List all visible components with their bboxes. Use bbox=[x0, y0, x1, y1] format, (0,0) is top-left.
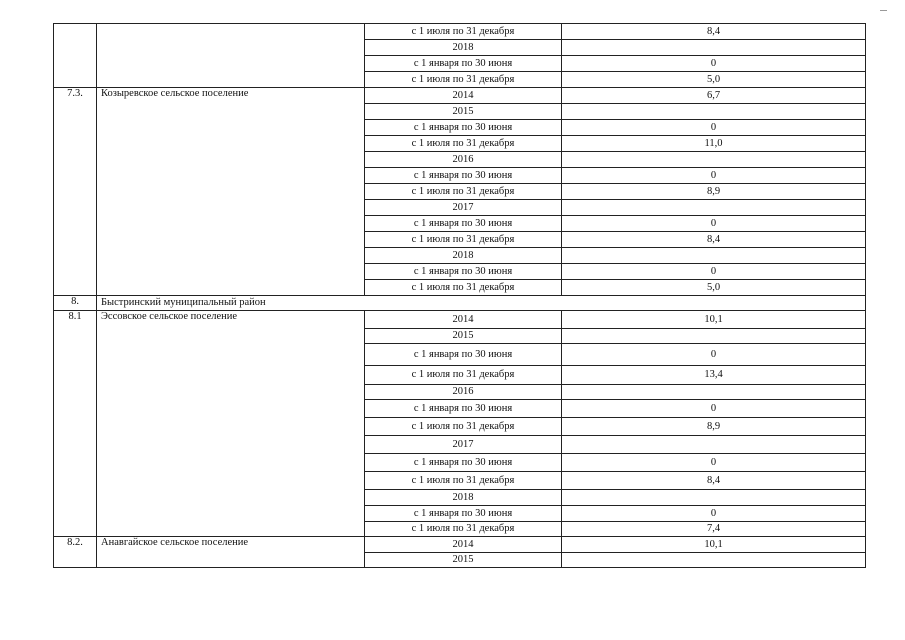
period-cell: 2015 bbox=[365, 553, 562, 568]
period-cell: 2015 bbox=[365, 329, 562, 344]
value-cell bbox=[562, 200, 866, 216]
section-row bbox=[54, 296, 866, 311]
period-cell: с 1 января по 30 июня bbox=[365, 506, 562, 522]
period-cell: 2018 bbox=[365, 490, 562, 506]
period-cell: 2017 bbox=[365, 200, 562, 216]
value-cell: 0 bbox=[562, 264, 866, 280]
settlement-number: 8.2. bbox=[54, 537, 97, 568]
period-cell: с 1 января по 30 июня bbox=[365, 120, 562, 136]
period-cell: с 1 июля по 31 декабря bbox=[365, 232, 562, 248]
value-cell: 11,0 bbox=[562, 136, 866, 152]
value-cell bbox=[562, 490, 866, 506]
period-cell: 2014 bbox=[365, 311, 562, 329]
value-cell bbox=[562, 248, 866, 264]
value-cell bbox=[562, 385, 866, 400]
tariff-table bbox=[53, 23, 866, 568]
period-cell: с 1 июля по 31 декабря bbox=[365, 366, 562, 385]
value-cell: 5,0 bbox=[562, 72, 866, 88]
value-cell: 13,4 bbox=[562, 366, 866, 385]
period-cell: с 1 января по 30 июня bbox=[365, 56, 562, 72]
value-cell: 0 bbox=[562, 344, 866, 366]
period-cell: 2014 bbox=[365, 537, 562, 553]
table-row bbox=[54, 311, 866, 329]
period-cell: с 1 января по 30 июня bbox=[365, 264, 562, 280]
settlement-name: Эссовское сельское поселение bbox=[97, 311, 365, 537]
value-cell: 8,4 bbox=[562, 24, 866, 40]
period-cell: 2015 bbox=[365, 104, 562, 120]
table-row bbox=[54, 88, 866, 104]
period-cell: с 1 января по 30 июня bbox=[365, 454, 562, 472]
period-cell: 2016 bbox=[365, 385, 562, 400]
section-number: 8. bbox=[54, 296, 97, 311]
period-cell: с 1 июля по 31 декабря bbox=[365, 522, 562, 537]
period-cell: с 1 января по 30 июня bbox=[365, 344, 562, 366]
settlement-name bbox=[97, 24, 365, 88]
value-cell bbox=[562, 329, 866, 344]
period-cell: 2018 bbox=[365, 40, 562, 56]
period-cell: 2014 bbox=[365, 88, 562, 104]
period-cell: с 1 июля по 31 декабря bbox=[365, 184, 562, 200]
period-cell: с 1 июля по 31 декабря bbox=[365, 72, 562, 88]
value-cell: 8,9 bbox=[562, 184, 866, 200]
value-cell: 5,0 bbox=[562, 280, 866, 296]
period-cell: с 1 июля по 31 декабря bbox=[365, 136, 562, 152]
value-cell: 8,9 bbox=[562, 418, 866, 436]
value-cell: 8,4 bbox=[562, 472, 866, 490]
period-cell: с 1 июля по 31 декабря bbox=[365, 418, 562, 436]
period-cell: 2018 bbox=[365, 248, 562, 264]
period-cell: с 1 июля по 31 декабря bbox=[365, 280, 562, 296]
value-cell: 7,4 bbox=[562, 522, 866, 537]
settlement-number: 7.3. bbox=[54, 88, 97, 296]
period-cell: с 1 января по 30 июня bbox=[365, 216, 562, 232]
value-cell: 0 bbox=[562, 56, 866, 72]
table-row bbox=[54, 24, 866, 40]
value-cell bbox=[562, 436, 866, 454]
page-corner-mark bbox=[880, 10, 887, 11]
value-cell: 0 bbox=[562, 168, 866, 184]
value-cell: 0 bbox=[562, 400, 866, 418]
section-title: Быстринский муниципальный район bbox=[97, 296, 866, 311]
period-cell: с 1 января по 30 июня bbox=[365, 400, 562, 418]
period-cell: с 1 июля по 31 декабря bbox=[365, 472, 562, 490]
value-cell bbox=[562, 40, 866, 56]
settlement-number: 8.1 bbox=[54, 311, 97, 537]
value-cell bbox=[562, 104, 866, 120]
value-cell: 0 bbox=[562, 216, 866, 232]
value-cell bbox=[562, 553, 866, 568]
value-cell bbox=[562, 152, 866, 168]
value-cell: 6,7 bbox=[562, 88, 866, 104]
settlement-number bbox=[54, 24, 97, 88]
value-cell: 10,1 bbox=[562, 311, 866, 329]
value-cell: 0 bbox=[562, 454, 866, 472]
table-row bbox=[54, 537, 866, 553]
tariff-table-body bbox=[54, 24, 866, 568]
period-cell: с 1 января по 30 июня bbox=[365, 168, 562, 184]
period-cell: с 1 июля по 31 декабря bbox=[365, 24, 562, 40]
period-cell: 2016 bbox=[365, 152, 562, 168]
value-cell: 0 bbox=[562, 506, 866, 522]
value-cell: 8,4 bbox=[562, 232, 866, 248]
period-cell: 2017 bbox=[365, 436, 562, 454]
value-cell: 0 bbox=[562, 120, 866, 136]
value-cell: 10,1 bbox=[562, 537, 866, 553]
settlement-name: Анавгайское сельское поселение bbox=[97, 537, 365, 568]
settlement-name: Козыревское сельское поселение bbox=[97, 88, 365, 296]
